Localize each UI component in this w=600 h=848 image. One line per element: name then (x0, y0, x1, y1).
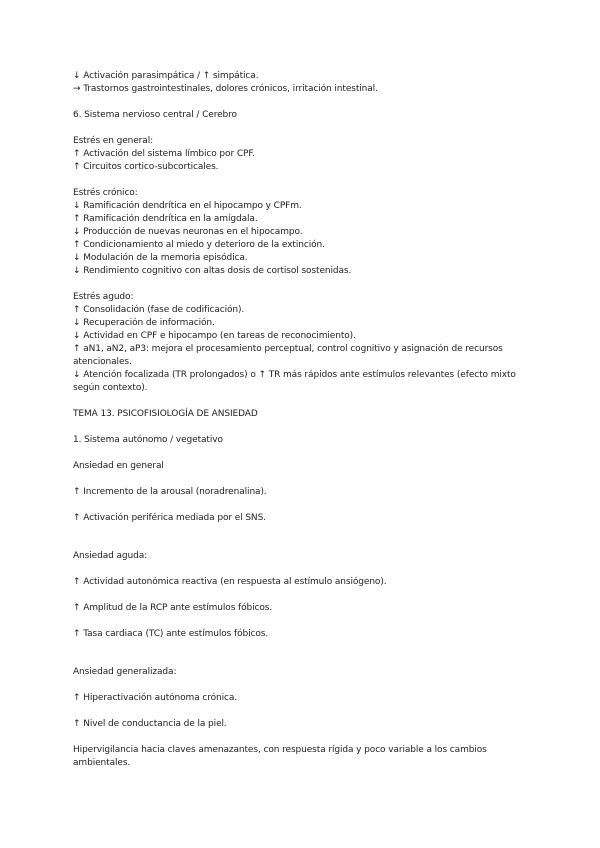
text-paragraph: ↓ Atención focalizada (TR prolongados) o ↑ TR más rápidos ante estímulos relevantes (efecto mixto según contexto). (73, 370, 516, 393)
text-line: ↓ Activación parasimpática / ↑ simpática. (73, 71, 259, 81)
subheading: Estrés agudo: (73, 292, 134, 302)
subheading: Estrés crónico: (73, 188, 138, 198)
section-heading: 1. Sistema autónomo / vegetativo (73, 435, 223, 445)
subheading: Ansiedad aguda: (73, 551, 148, 561)
text-line: ↑ Actividad autonómica reactiva (en respuesta al estímulo ansiógeno). (73, 577, 387, 587)
text-line: ↑ Activación periférica mediada por el SNS. (73, 513, 266, 523)
subheading: Ansiedad generalizada: (73, 667, 177, 677)
text-line: ↓ Producción de nuevas neuronas en el hipocampo. (73, 227, 303, 237)
text-line: ↑ Ramificación dendrítica en la amígdala. (73, 214, 258, 224)
text-line: ↓ Ramificación dendrítica en el hipocampo y CPFm. (73, 201, 302, 211)
text-line: ↑ Nivel de conductancia de la piel. (73, 719, 227, 729)
topic-title: TEMA 13. PSICOFISIOLOGÍA DE ANSIEDAD (73, 409, 258, 419)
text-line: ↑ Hiperactivación autónoma crónica. (73, 693, 238, 703)
text-line: ↓ Actividad en CPF e hipocampo (en tareas de reconocimiento). (73, 331, 356, 341)
text-line: ↑ Condicionamiento al miedo y deterioro de la extinción. (73, 240, 325, 250)
section-heading: 6. Sistema nervioso central / Cerebro (73, 110, 237, 120)
subheading: Ansiedad en general (73, 461, 164, 471)
text-line: ↑ Tasa cardiaca (TC) ante estímulos fóbicos. (73, 629, 269, 639)
subheading: Estrés en general: (73, 136, 154, 146)
text-paragraph: Hipervigilancia hacia claves amenazantes, con respuesta rígida y poco variable a los cambios ambientales. (73, 745, 487, 768)
text-line: ↑ Consolidación (fase de codificación). (73, 305, 245, 315)
text-line: ↑ Circuitos cortico-subcorticales. (73, 162, 219, 172)
document-page (73, 70, 543, 770)
text-line: ↓ Recuperación de información. (73, 318, 215, 328)
text-line: ↓ Rendimiento cognitivo con altas dosis de cortisol sostenidas. (73, 266, 352, 276)
text-line: ↑ Amplitud de la RCP ante estímulos fóbicos. (73, 603, 273, 613)
text-line: ↑ Incremento de la arousal (noradrenalina). (73, 487, 267, 497)
text-line: ↓ Modulación de la memoria episódica. (73, 253, 248, 263)
text-line: ↑ Activación del sistema límbico por CPF. (73, 149, 255, 159)
text-line: → Trastornos gastrointestinales, dolores crónicos, irritación intestinal. (73, 84, 378, 94)
text-paragraph: ↑ aN1, aN2, aP3: mejora el procesamiento perceptual, control cognitivo y asignación de recursos atencionales. (73, 344, 503, 367)
